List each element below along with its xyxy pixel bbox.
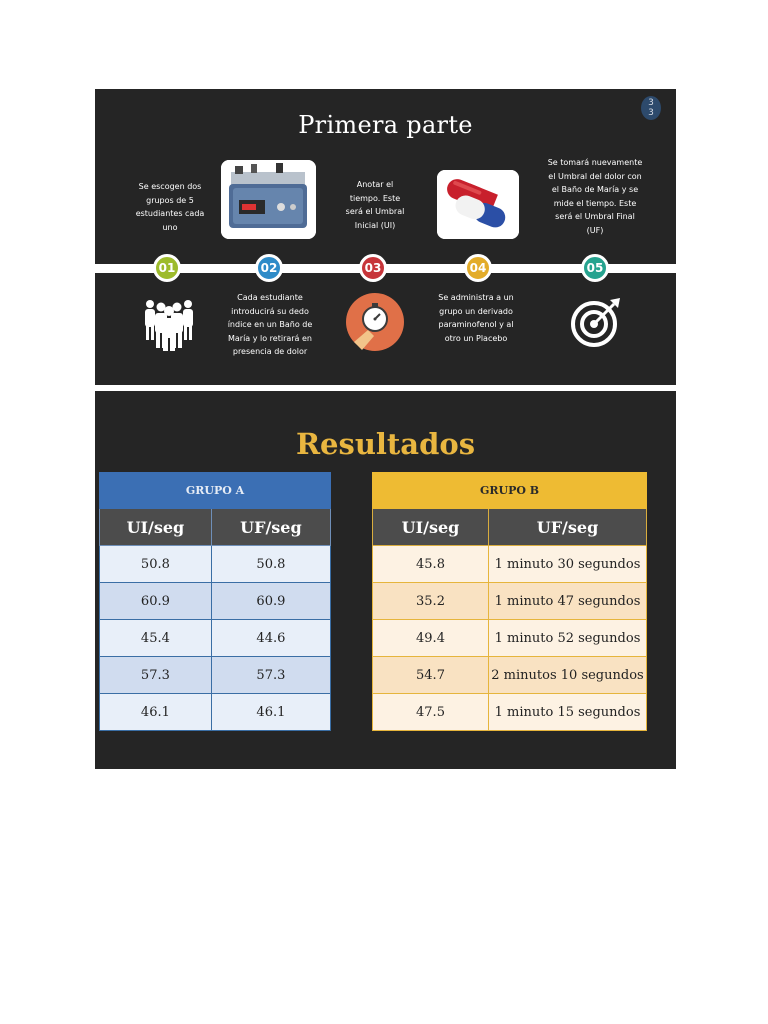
table-row: [373, 620, 647, 657]
step-04-marker: [464, 254, 492, 282]
step-number: 03: [364, 261, 382, 275]
slide-title: Resultados: [295, 427, 476, 461]
capsule-pills-photo: [437, 170, 519, 239]
table-cell: 35.2: [373, 583, 489, 620]
column-header: UI/seg: [373, 509, 489, 546]
table-cell: 54.7: [373, 657, 489, 694]
table-row: [100, 546, 331, 583]
table-row: [373, 657, 647, 694]
step-03-text: Anotar el tiempo. Este será el Umbral Inicial (UI): [345, 180, 405, 230]
table-row: [373, 546, 647, 583]
table-row: [100, 620, 331, 657]
column-header: UF/seg: [211, 509, 330, 546]
step-05-marker: [581, 254, 609, 282]
step-02-text: Cada estudiante introducirá su dedo índice en un Baño de María y lo retirará en presencia de dolor: [227, 293, 313, 356]
table-row: [373, 694, 647, 731]
table-cell: 50.8: [100, 546, 212, 583]
table-row: [100, 657, 331, 694]
table-cell: 45.4: [100, 620, 212, 657]
table-cell: 1 minuto 47 segundos: [489, 583, 647, 620]
page-number-badge: [641, 96, 661, 120]
table-row: [100, 583, 331, 620]
step-number: 04: [469, 261, 487, 275]
stopwatch-icon: [344, 292, 406, 356]
slide-title: Primera parte: [298, 111, 473, 139]
step-number: 01: [158, 261, 176, 275]
water-bath-photo: [221, 160, 316, 239]
table-cell: 2 minutos 10 segundos: [489, 657, 647, 694]
step-05-text: Se tomará nuevamente el Umbral del dolor con el Baño de María y se mide el tiempo. Este será el Umbral Final (UF): [547, 158, 643, 235]
table-cell: 46.1: [211, 694, 330, 731]
group-b-header: GRUPO B: [373, 473, 647, 509]
column-header: UF/seg: [489, 509, 647, 546]
step-number: 02: [260, 261, 278, 275]
table-cell: 47.5: [373, 694, 489, 731]
table-cell: 60.9: [211, 583, 330, 620]
table-cell: 60.9: [100, 583, 212, 620]
table-row: [373, 583, 647, 620]
table-cell: 1 minuto 52 segundos: [489, 620, 647, 657]
table-cell: 44.6: [211, 620, 330, 657]
table-cell: 57.3: [211, 657, 330, 694]
table-row: [100, 694, 331, 731]
table-cell: 57.3: [100, 657, 212, 694]
table-cell: 49.4: [373, 620, 489, 657]
table-cell: 1 minuto 15 segundos: [489, 694, 647, 731]
table-cell: 1 minuto 30 segundos: [489, 546, 647, 583]
group-a-header: GRUPO A: [100, 473, 331, 509]
group-a-table: [99, 472, 331, 731]
slide-resultados: [95, 391, 676, 769]
page-number-digit: 3: [648, 108, 654, 118]
page-number-digit: 3: [648, 98, 654, 108]
table-cell: 45.8: [373, 546, 489, 583]
step-03-marker: [359, 254, 387, 282]
people-group-icon: [140, 296, 198, 356]
group-b-table: [372, 472, 647, 731]
table-cell: 50.8: [211, 546, 330, 583]
step-number: 05: [586, 261, 604, 275]
slide-primera-parte: [95, 89, 676, 385]
step-01-marker: [153, 254, 181, 282]
step-04-text: Se administra a un grupo un derivado paraminofenol y al otro un Placebo: [438, 293, 514, 343]
table-cell: 46.1: [100, 694, 212, 731]
target-icon: [568, 296, 624, 352]
step-02-marker: [255, 254, 283, 282]
step-01-text: Se escogen dos grupos de 5 estudiantes cada uno: [135, 182, 205, 232]
column-header: UI/seg: [100, 509, 212, 546]
